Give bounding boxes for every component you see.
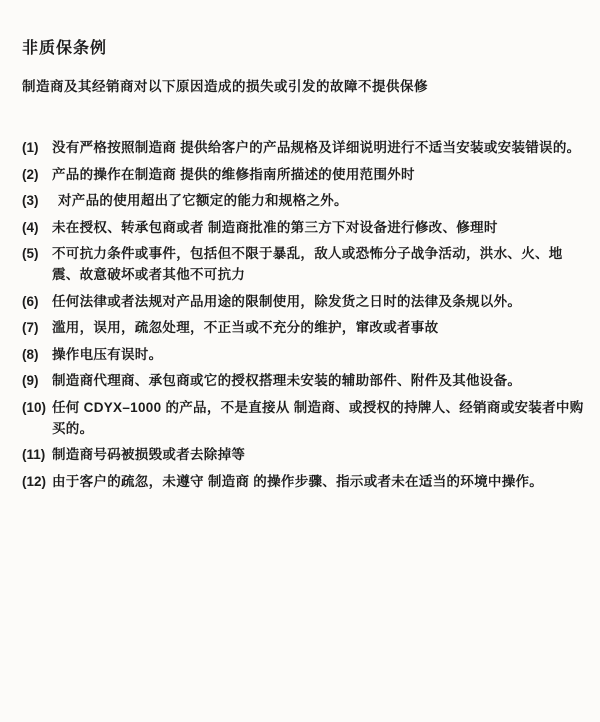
item-number: (9) [22,373,39,388]
page-title: 非质保条例 [22,40,108,57]
list-item [22,397,584,439]
item-number: (7) [22,320,39,335]
item-text: 产品的操作在制造商 提供的维修指南所描述的使用范围外时 [52,166,415,182]
item-number: (8) [22,346,39,362]
intro-text: 制造商及其经销商对以下原因造成的损失或引发的故障不提供保修 [22,79,428,94]
list-item [22,217,584,238]
item-number: (3) [22,193,39,208]
list-item [22,291,584,312]
item-text: 滥用，误用，疏忽处理，不正当或不充分的维护，窜改或者事故 [52,320,439,335]
item-number: (4) [22,219,39,235]
item-text: 操作电压有误时。 [52,346,163,362]
item-number: (11) [22,447,46,462]
list-item [22,370,584,391]
item-text: 不可抗力条件或事件，包括但不限于暴乱，敌人或恐怖分子战争活动，洪水、火、地震、故意破坏或者其他不可抗力 [52,246,563,282]
list-item [22,164,584,185]
item-text: 任何 CDYX–1000 的产品，不是直接从 制造商、或授权的持牌人、经销商或安装者中购买的。 [52,399,584,436]
list-item [22,471,584,492]
item-text: 任何法律或者法规对产品用途的限制使用，除发货之日时的法律及条规以外。 [52,293,522,309]
list-item [22,444,584,465]
warranty-exclusion-list [22,137,584,492]
list-item [22,344,584,365]
item-text: 制造商代理商、承包商或它的授权搭理未安装的辅助部件、附件及其他设备。 [52,373,522,388]
list-item [22,243,584,285]
item-number: (2) [22,166,39,182]
list-item [22,190,584,211]
item-text: 制造商号码被损毁或者去除掉等 [52,447,246,462]
item-number: (12) [22,473,47,489]
item-number: (1) [22,140,39,155]
list-item [22,137,584,158]
item-number: (10) [22,399,47,415]
item-number: (5) [22,246,39,261]
item-text: 未在授权、转承包商或者 制造商批准的第三方下对设备进行修改、修理时 [52,219,498,235]
item-text: 由于客户的疏忽，未遵守 制造商 的操作步骤、指示或者未在适当的环境中操作。 [52,473,544,489]
item-text: 对产品的使用超出了它额定的能力和规格之外。 [58,193,348,208]
list-item [22,317,584,338]
item-text: 没有严格按照制造商 提供给客户的产品规格及详细说明进行不适当安装或安装错误的。 [52,140,581,155]
item-number: (6) [22,293,39,309]
